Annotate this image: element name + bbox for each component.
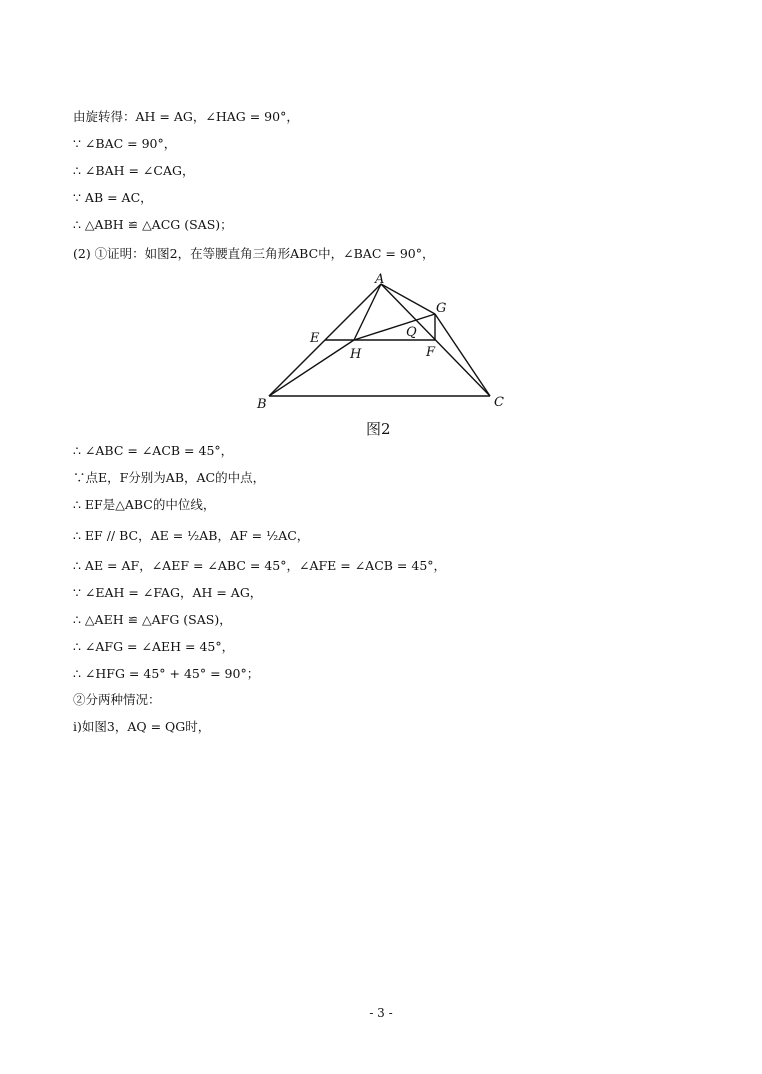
segment-AH — [354, 284, 381, 340]
segment-GC — [435, 314, 490, 396]
segment-BH — [269, 340, 354, 396]
label-B: B — [257, 397, 267, 412]
line-11: ∴ AE = AF，∠AEF = ∠ABC = 45°，∠AFE = ∠ACB = 45°， — [73, 558, 447, 573]
line-7: ∴ ∠ABC = ∠ACB = 45°， — [73, 443, 234, 458]
line-3: ∴ ∠BAH = ∠CAG， — [73, 163, 195, 178]
line-6: (2) ①证明：如图2，在等腰直角三角形ABC中，∠BAC = 90°， — [73, 246, 435, 261]
line-16: ②分两种情况： — [73, 692, 161, 707]
label-C: C — [494, 395, 504, 410]
label-G: G — [436, 301, 447, 316]
label-H: H — [350, 347, 362, 362]
line-2: ∵ ∠BAC = 90°， — [73, 136, 177, 151]
line-4: ∵ AB = AC， — [73, 190, 153, 205]
segment-AG — [381, 284, 435, 314]
page-number: - 3 - — [369, 1006, 393, 1020]
label-Q: Q — [406, 325, 417, 340]
line-13: ∴ △AEH ≌ △AFG (SAS)， — [73, 612, 232, 627]
label-F: F — [426, 345, 436, 360]
label-A: A — [375, 272, 385, 287]
line-5: ∴ △ABH ≌ △ACG (SAS)； — [73, 217, 233, 232]
line-9: ∴ EF是△ABC的中位线， — [73, 497, 216, 512]
label-E: E — [310, 331, 320, 346]
line-12: ∵ ∠EAH = ∠FAG，AH = AG， — [73, 585, 263, 600]
line-1: 由旋转得：AH = AG，∠HAG = 90°， — [73, 109, 299, 124]
line-8: ∵点E，F分别为AB，AC的中点， — [73, 470, 266, 485]
line-15: ∴ ∠HFG = 45° + 45° = 90°； — [73, 666, 260, 681]
line-14: ∴ ∠AFG = ∠AEH = 45°， — [73, 639, 235, 654]
line-10: ∴ EF // BC，AE = ½AB，AF = ½AC， — [73, 528, 310, 543]
figure-caption: 图2 — [366, 420, 391, 438]
line-17: i)如图3，AQ = QG时， — [73, 719, 211, 734]
geometry-figure-2 — [250, 270, 520, 415]
